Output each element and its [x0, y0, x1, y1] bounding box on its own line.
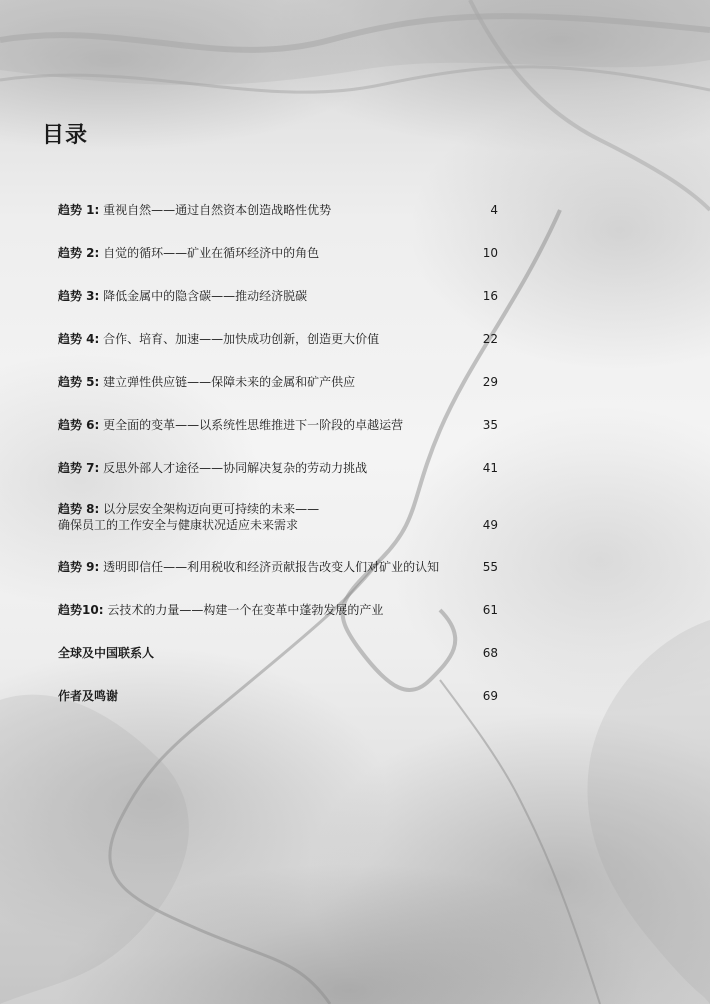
toc-entry-text: [58, 501, 472, 533]
toc-item-trend-3[interactable]: [58, 284, 498, 304]
toc-item-trend-8[interactable]: [58, 499, 498, 533]
toc-entry-text: [58, 602, 472, 618]
toc-item-trend-9[interactable]: [58, 555, 498, 575]
toc-label: 趋势 2:: [58, 246, 100, 260]
toc-label: 趋势 7:: [58, 461, 100, 475]
toc-entry-text: [58, 460, 472, 476]
toc-label: 趋势 8:: [58, 502, 100, 516]
toc-item-contacts[interactable]: [58, 641, 498, 661]
toc-title-continued: 确保员工的工作安全与健康状况适应未来需求: [58, 518, 299, 532]
toc-title: 更全面的变革——以系统性思维推进下一阶段的卓越运营: [103, 418, 404, 432]
toc-label: 趋势 1:: [58, 203, 100, 217]
toc-title: 建立弹性供应链——保障未来的金属和矿产供应: [103, 375, 356, 389]
toc-page-number: 49: [482, 518, 498, 532]
toc-label: 趋势 4:: [58, 332, 100, 346]
toc-entry-text: [58, 374, 472, 390]
toc-title: 以分层安全架构迈向更可持续的未来——: [103, 502, 320, 516]
toc-entry-text: [58, 417, 472, 433]
toc-entry-text: [58, 288, 472, 304]
toc-item-trend-5[interactable]: [58, 370, 498, 390]
toc-entry-text: [58, 202, 472, 218]
toc-entry-text: [58, 331, 472, 347]
toc-item-trend-1[interactable]: [58, 198, 498, 218]
toc-title: 降低金属中的隐含碳——推动经济脱碳: [103, 289, 308, 303]
table-of-contents: [58, 198, 498, 727]
toc-label: 趋势10:: [58, 603, 104, 617]
toc-item-trend-2[interactable]: [58, 241, 498, 261]
toc-label: 趋势 5:: [58, 375, 100, 389]
toc-page-number: 35: [482, 418, 498, 432]
toc-entry-text: [58, 245, 472, 261]
toc-page-number: 68: [482, 646, 498, 660]
toc-entry-title: 全球及中国联系人: [58, 646, 155, 660]
toc-label: 趋势 3:: [58, 289, 100, 303]
toc-page-number: 22: [482, 332, 498, 346]
toc-title: 合作、培育、加速——加快成功创新，创造更大价值: [103, 332, 380, 346]
toc-title: 自觉的循环——矿业在循环经济中的角色: [103, 246, 320, 260]
toc-label: 趋势 9:: [58, 560, 100, 574]
toc-page-number: 69: [482, 689, 498, 703]
toc-title: 云技术的力量——构建一个在变革中蓬勃发展的产业: [107, 603, 384, 617]
toc-title: 重视自然——通过自然资本创造战略性优势: [103, 203, 332, 217]
toc-page-number: 29: [482, 375, 498, 389]
toc-title: 透明即信任——利用税收和经济贡献报告改变人们对矿业的认知: [103, 560, 440, 574]
toc-item-trend-6[interactable]: [58, 413, 498, 433]
toc-item-trend-10[interactable]: [58, 598, 498, 618]
toc-item-authors[interactable]: [58, 684, 498, 704]
toc-title: 反思外部人才途径——协同解决复杂的劳动力挑战: [103, 461, 368, 475]
toc-page-number: 16: [482, 289, 498, 303]
toc-entry-text: [58, 559, 472, 575]
toc-page-number: 4: [490, 203, 498, 217]
toc-label: 趋势 6:: [58, 418, 100, 432]
toc-page-number: 55: [482, 560, 498, 574]
page-title: 目录: [42, 123, 89, 148]
toc-page-number: 41: [482, 461, 498, 475]
toc-entry-title: 作者及鸣谢: [58, 689, 119, 703]
toc-item-trend-4[interactable]: [58, 327, 498, 347]
toc-item-trend-7[interactable]: [58, 456, 498, 476]
toc-page-number: 10: [482, 246, 498, 260]
toc-page-number: 61: [482, 603, 498, 617]
